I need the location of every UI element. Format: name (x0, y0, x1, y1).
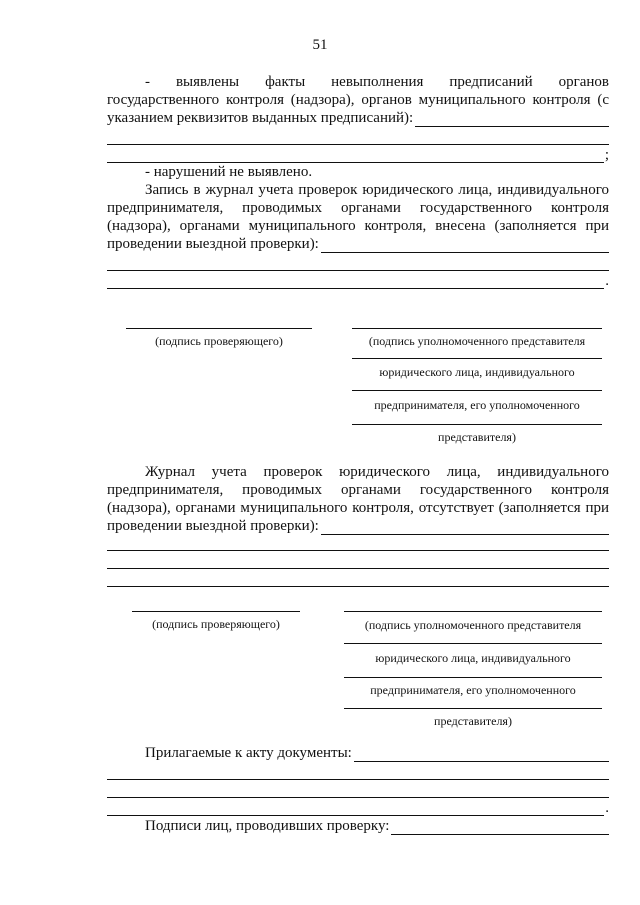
inspector-signature-line-1[interactable] (126, 328, 312, 329)
journal-absent-blank-line-3[interactable] (107, 569, 609, 587)
attachments-period: . (605, 800, 609, 816)
rep-caption-1a: (подпись уполномоченного представителя (368, 334, 586, 348)
rep-signature-line-2c[interactable] (344, 677, 602, 678)
rep-caption-1d: представителя) (438, 430, 516, 444)
rep-caption-1b: юридического лица, индивидуального (379, 365, 575, 379)
journal-absent-line-4-text: проведении выездной проверки): (107, 518, 319, 534)
journal-entry-line-1: Запись в журнал учета проверок юридического лица, индивидуального (145, 182, 609, 198)
signatures-label: Подписи лиц, проводивших проверку: (145, 818, 390, 834)
attachments-label: Прилагаемые к акту документы: (145, 745, 352, 761)
violations-line-3 (107, 109, 609, 127)
attachments-blank-line-2[interactable] (107, 780, 609, 798)
rep-caption-2d: представителя) (434, 714, 512, 728)
violations-paragraph (107, 73, 609, 127)
journal-entry-line-3: (надзора), органами муниципального контроля, внесена (заполняется при (107, 218, 609, 234)
rep-signature-line-2a[interactable] (344, 611, 602, 612)
journal-entry-blank-line-2[interactable] (107, 271, 609, 289)
rep-caption-1c: предпринимателя, его уполномоченного (374, 398, 580, 412)
violations-blank-line-1[interactable] (107, 127, 609, 145)
journal-entry-line-4-text: проведении выездной проверки): (107, 236, 319, 252)
signatures-paragraph (107, 817, 609, 835)
journal-absent-blank-line-2[interactable] (107, 551, 609, 569)
rep-caption-2a: (подпись уполномоченного представителя (364, 618, 582, 632)
journal-absent-blank-line-1[interactable] (107, 533, 609, 551)
rep-caption-2b: юридического лица, индивидуального (375, 651, 571, 665)
journal-entry-line-4 (107, 235, 609, 253)
rep-signature-line-1d[interactable] (352, 424, 602, 425)
violations-line-3-text: указанием реквизитов выданных предписаний): (107, 110, 414, 126)
rep-signature-line-1a[interactable] (352, 328, 602, 329)
journal-entry-blank-line-1[interactable] (107, 253, 609, 271)
inspector-signature-caption-2: (подпись проверяющего) (152, 617, 280, 631)
inspector-signature-caption-1: (подпись проверяющего) (155, 334, 283, 348)
journal-entry-paragraph (107, 181, 609, 253)
journal-absent-line-2: предпринимателя, проводимых органами государственного контроля (107, 482, 609, 498)
journal-entry-period: . (605, 273, 609, 289)
page-number: 51 (312, 37, 328, 53)
rep-signature-line-1c[interactable] (352, 390, 602, 391)
rep-caption-2c: предпринимателя, его уполномоченного (370, 683, 576, 697)
journal-absent-line-3: (надзора), органами муниципального контроля, отсутствует (заполняется при (107, 500, 609, 516)
attachments-blank-line-3[interactable] (107, 798, 609, 816)
rep-signature-line-1b[interactable] (352, 358, 602, 359)
violations-semicolon: ; (604, 147, 609, 163)
journal-entry-line-2: предпринимателя, проводимых органами государственного контроля (107, 200, 609, 216)
attachments-blank-line-1[interactable] (107, 762, 609, 780)
attachments-line (107, 744, 609, 762)
violations-line-1: - выявлены факты невыполнения предписаний органов (145, 74, 609, 90)
violations-fill-line[interactable] (415, 113, 609, 127)
violations-line-2: государственного контроля (надзора), органов муниципального контроля (с (107, 92, 609, 108)
journal-entry-fill-line[interactable] (321, 239, 609, 253)
attachments-paragraph (107, 744, 609, 762)
signatures-fill-line[interactable] (391, 821, 609, 835)
journal-absent-line-1: Журнал учета проверок юридического лица, индивидуального (145, 464, 609, 480)
attachments-fill-line[interactable] (354, 748, 609, 762)
signatures-line (107, 817, 609, 835)
journal-absent-paragraph (107, 463, 609, 535)
rep-signature-line-2d[interactable] (344, 708, 602, 709)
rep-signature-line-2b[interactable] (344, 643, 602, 644)
violations-blank-line-2[interactable] (107, 145, 609, 163)
inspector-signature-line-2[interactable] (132, 611, 300, 612)
no-violations-text: - нарушений не выявлено. (145, 164, 313, 180)
